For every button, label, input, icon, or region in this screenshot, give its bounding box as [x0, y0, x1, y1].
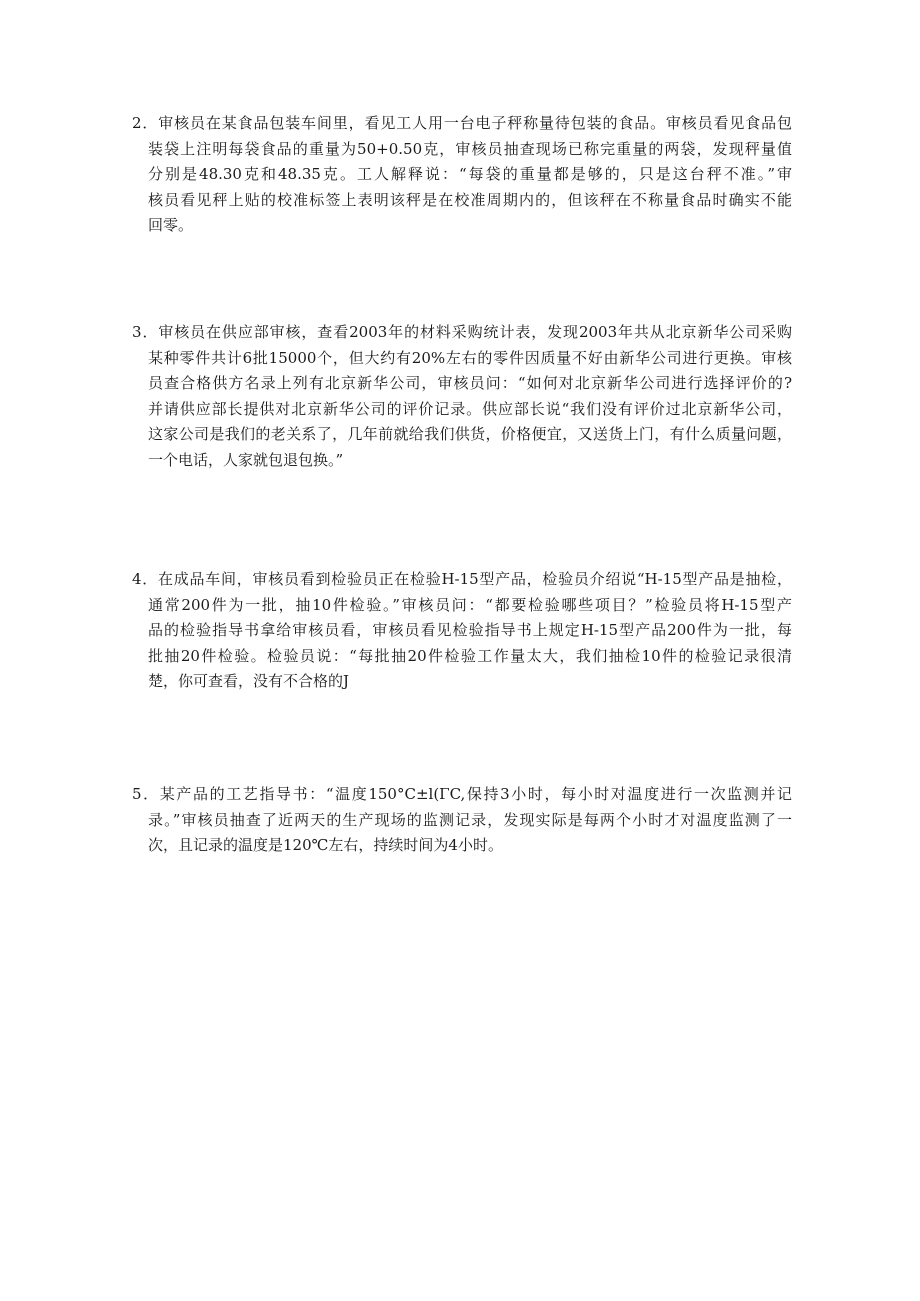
question-line: 分别是48.30克和48.35克。工人解释说：“每袋的重量都是够的，只是这台秤不准。”审: [148, 165, 792, 183]
question-line: 装袋上注明每袋食品的重量为50+0.50克，审核员抽查现场已称完重量的两袋，发现秤量值: [148, 139, 792, 158]
question-line: 某种零件共计6批15000个，但大约有20%左右的零件因质量不好由新华公司进行更换。审核: [148, 348, 792, 367]
question-line: 录。”审核员抽查了近两天的生产现场的监测记录，发现实际是每两个小时才对温度监测了一: [148, 810, 792, 829]
question-4: [132, 567, 792, 695]
question-line: 并请供应部长提供对北京新华公司的评价记录。供应部长说“我们没有评价过北京新华公司，: [148, 399, 792, 418]
question-line: 4．在成品车间，审核员看到检验员正在检验H-15型产品，检验员介绍说“H-15型产品是抽检，: [132, 570, 792, 588]
question-3: [132, 320, 792, 473]
question-line: 核员看见秤上贴的校准标签上表明该秤是在校准周期内的，但该秤在不称量食品时确实不能: [148, 190, 792, 209]
question-2: [132, 111, 792, 239]
question-line: 通常200件为一批，抽10件检验。”审核员问：“都要检验哪些项目？”检验员将H-15型产: [148, 595, 792, 614]
question-line: 次，且记录的温度是120℃左右，持续时间为4小时。: [148, 836, 503, 854]
question-line: 楚，你可查看，没有不合格的J: [148, 672, 350, 690]
question-line: 一个电话，人家就包退包换。”: [148, 450, 344, 469]
question-line: 批抽20件检验。检验员说：“每批抽20件检验工作量太大，我们抽检10件的检验记录很清: [148, 646, 792, 665]
question-line: 3．审核员在供应部审核，查看2003年的材料采购统计表，发现2003年共从北京新华公司采购: [132, 323, 792, 341]
question-line: 员查合格供方名录上列有北京新华公司，审核员问：“如何对北京新华公司进行选择评价的?: [148, 374, 792, 392]
question-line: 5．某产品的工艺指导书：“温度150°C±l(ΓC,保持3小时，每小时对温度进行一次监测并记: [132, 785, 792, 803]
question-5: [132, 782, 792, 859]
question-line: 这家公司是我们的老关系了，几年前就给我们供货，价格便宜，又送货上门，有什么质量问题，: [148, 425, 792, 443]
question-line: 2．审核员在某食品包装车间里，看见工人用一台电子秤称量待包装的食品。审核员看见食品包: [132, 114, 792, 132]
question-line: 品的检验指导书拿给审核员看，审核员看见检验指导书上规定H-15型产品200件为一批，每: [148, 621, 792, 639]
question-line: 回零。: [148, 216, 194, 234]
